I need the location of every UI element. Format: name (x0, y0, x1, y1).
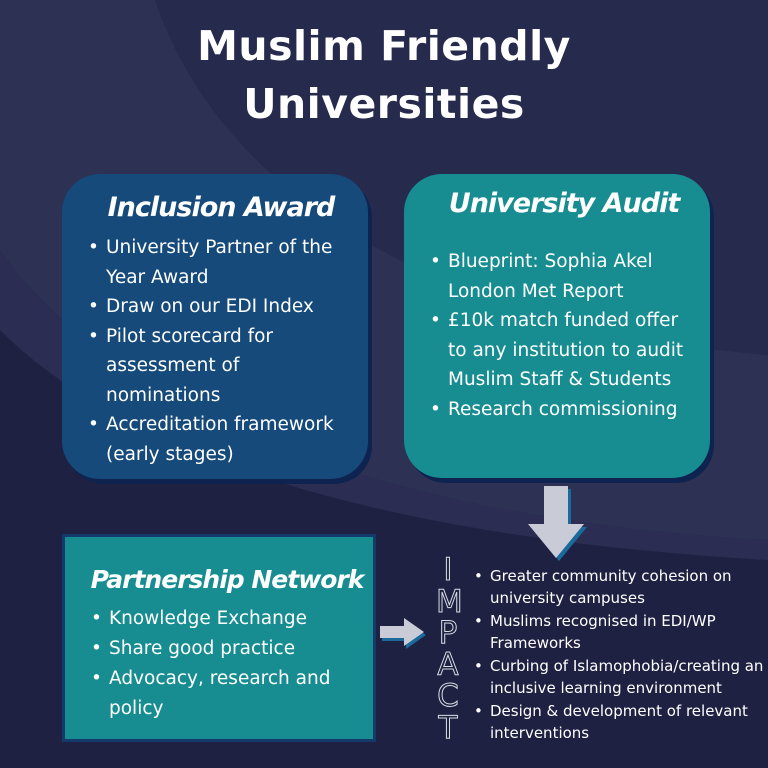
list-item: • Blueprint: Sophia Akel London Met Report (426, 247, 702, 306)
list-item: • Knowledge Exchange (87, 604, 367, 634)
list-item: • Curbing of Islamophobia/creating an inclusive learning environment (472, 656, 764, 699)
partnership-network-list (87, 604, 367, 724)
list-item: • £10k match funded offer to any institution to audit Muslim Staff & Students (426, 306, 702, 395)
impact-letter: C (437, 678, 459, 714)
list-item: • Greater community cohesion on university campuses (472, 566, 764, 609)
university-audit-list (426, 247, 702, 424)
list-item: • Advocacy, research and policy (87, 664, 367, 724)
impact-vertical-label (436, 552, 463, 746)
right-arrow-icon (378, 616, 428, 650)
impact-letter: A (437, 646, 459, 683)
impact-letter: T (438, 709, 458, 746)
list-item: • Draw on our EDI Index (84, 292, 358, 322)
list-item: • Accreditation framework (early stages) (84, 410, 358, 469)
page-title-line-1: Muslim Friendly (197, 22, 571, 70)
university-audit-heading: University Audit (448, 188, 680, 219)
university-audit-card (404, 174, 710, 478)
impact-letter: M (436, 583, 463, 620)
partnership-network-heading: Partnership Network (90, 565, 364, 594)
page-title-line-2: Universities (243, 80, 525, 128)
partnership-network-card (62, 534, 376, 742)
inclusion-award-list (84, 233, 358, 469)
inclusion-award-card (62, 174, 368, 479)
impact-letter: P (438, 615, 458, 651)
down-arrow-icon (528, 482, 588, 562)
list-item: • Research commissioning (426, 395, 702, 425)
list-item: • Muslims recognised in EDI/WP Frameworks (472, 611, 764, 654)
impact-letter: I (443, 552, 453, 588)
inclusion-award-heading: Inclusion Award (107, 192, 335, 223)
list-item: • Pilot scorecard for assessment of nominations (84, 322, 358, 411)
impact-list (472, 566, 764, 746)
list-item: • University Partner of the Year Award (84, 233, 358, 292)
list-item: • Share good practice (87, 634, 367, 664)
list-item: • Design & development of relevant interventions (472, 701, 764, 744)
